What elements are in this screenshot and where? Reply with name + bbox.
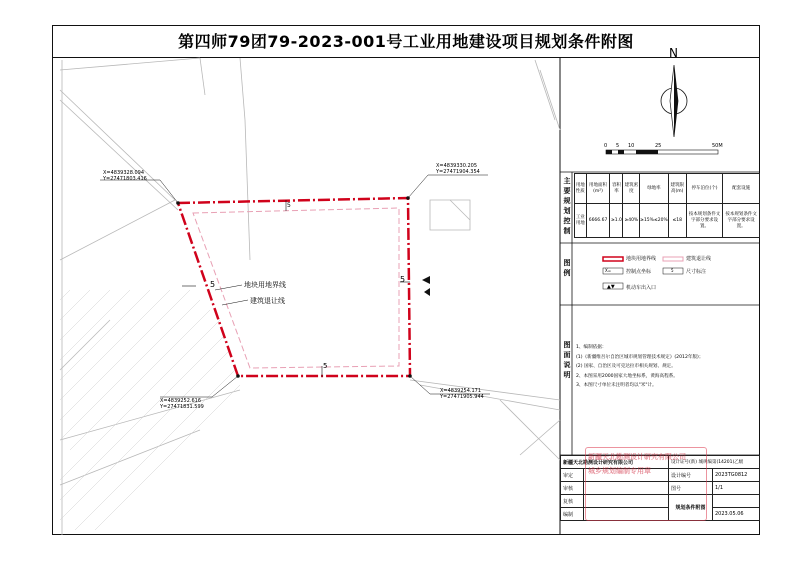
legend-dim-mark: 5 bbox=[671, 268, 674, 273]
note-line: 3、本图尺寸单位未注明者均以"米"计。 bbox=[576, 383, 657, 388]
cert-number: 设计证号(新) 城规编第(14201)乙级 bbox=[669, 456, 760, 469]
seal-line-2: 城乡规划编制专用章 bbox=[588, 467, 651, 475]
scale-tick-25: 25 bbox=[655, 143, 662, 149]
setback-dim-north: 5 bbox=[287, 202, 291, 209]
page-title: 第四师79团79-2023-001号工业用地建设项目规划条件附图 bbox=[178, 32, 634, 51]
hatch-pattern bbox=[60, 290, 240, 530]
note-line: 1、编制依据： bbox=[576, 345, 607, 350]
notes-list bbox=[576, 343, 758, 391]
doc-name: 规划条件附图 bbox=[669, 495, 713, 521]
setback-dim-west: 5 bbox=[210, 280, 216, 289]
north-arrow bbox=[661, 65, 687, 137]
basemap-lines bbox=[60, 58, 560, 535]
dim-ticks bbox=[182, 200, 410, 377]
coord-nw: X=4839328.094 Y=27471803.416 bbox=[103, 170, 147, 182]
scale-tick-0: 0 bbox=[604, 143, 608, 149]
setback-dim-south: 5 bbox=[323, 362, 328, 370]
coord-sw: X=4839252.616 Y=27471831.599 bbox=[160, 398, 204, 410]
note-line: 2、本图采用2000国家大地坐标系，黄海高程系。 bbox=[576, 373, 678, 379]
setback-line bbox=[193, 208, 399, 368]
legend-coord-mark: X= bbox=[605, 268, 612, 273]
boundary-label: 地块用地界线 bbox=[244, 281, 286, 289]
entrance-arrow-2 bbox=[424, 288, 430, 296]
scale-bar bbox=[606, 150, 718, 154]
title-block: 新疆天北勘测设计研究有限公司 设计证号(新) 城规编第(14201)乙级 审定 设计编号 2023TG0812 审核 图号 1/1 复核 规划条件附图 编制 2023.05.06 bbox=[560, 455, 760, 535]
setback-label: 建筑退让线 bbox=[250, 297, 285, 305]
legend-section-label: 图例 bbox=[563, 259, 571, 277]
conditions-section-label: 主要规划控制 bbox=[563, 177, 571, 235]
legend-control-point: 控制点坐标 bbox=[626, 269, 652, 275]
legend-boundary: 地块用地界线 bbox=[626, 256, 657, 262]
coord-se: X=4839254.171 Y=27471905.944 bbox=[440, 388, 484, 400]
note-line: (2) 国家、自治区及可克达拉市相关规划、规定。 bbox=[576, 364, 676, 369]
north-label: N bbox=[669, 46, 678, 60]
notes-section-label: 图面说明 bbox=[563, 341, 571, 379]
note-line: (1)《新疆维吾尔自治区城市规划管理技术规定》(2012年版)； bbox=[576, 354, 704, 360]
scale-tick-50: 50M bbox=[712, 143, 723, 149]
conditions-table: 用地性质 用地面积(m²) 容积率 建筑密度 绿地率 建筑限高(m) 停车泊位(个) 配套设施 工业用地 6666.67 ≥1.0 ≥40% ≥15%≤20% ≤18 按本规划条件文字部分要求设置。 按本规划条件文字部分要求设置。 bbox=[574, 173, 760, 238]
legend-setback: 建筑退让线 bbox=[686, 256, 712, 262]
legend-entrance-icon: ▲▼ bbox=[607, 284, 615, 290]
coord-ne: X=4839330.205 Y=27471904.354 bbox=[436, 163, 480, 175]
org-name: 新疆天北勘测设计研究有限公司 bbox=[561, 456, 669, 469]
scale-tick-5: 5 bbox=[616, 143, 620, 149]
seal-line-1: 新疆天北勘测设计研究有限公司 bbox=[588, 453, 686, 461]
legend-dimension: 尺寸标注 bbox=[686, 269, 707, 275]
scale-tick-10: 10 bbox=[628, 143, 635, 149]
entrance-arrow-1 bbox=[422, 276, 430, 284]
setback-dim-east: 5 bbox=[400, 275, 406, 284]
legend-entrance: 机动车出入口 bbox=[626, 285, 657, 291]
